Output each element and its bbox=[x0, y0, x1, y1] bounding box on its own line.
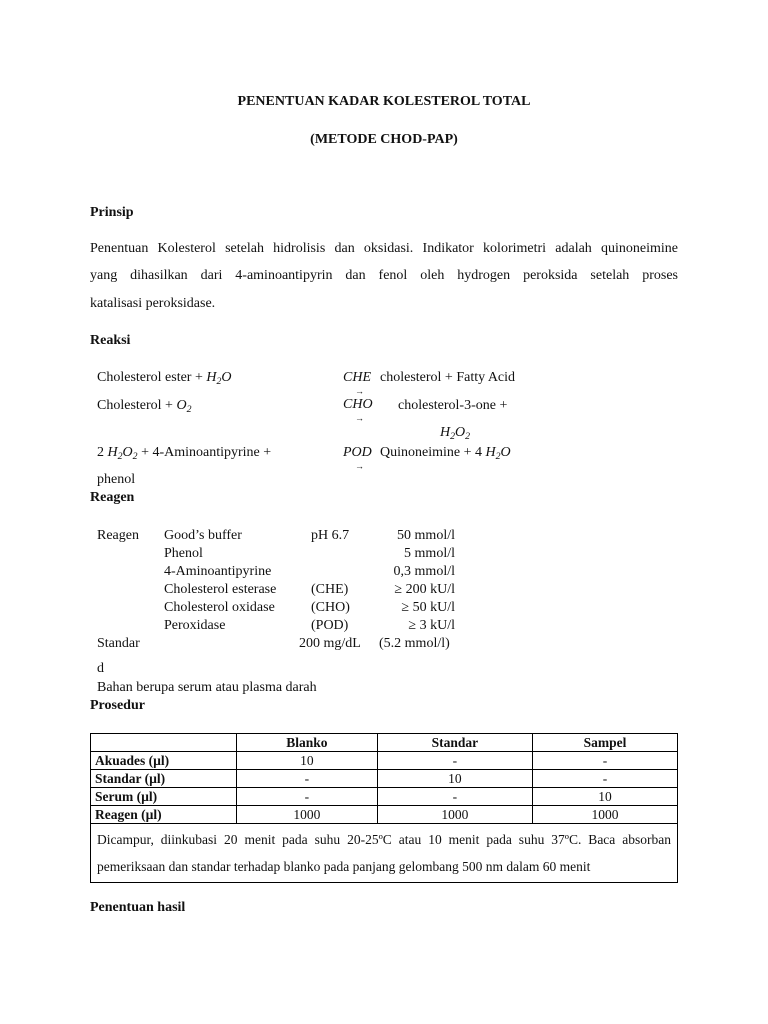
table-header-cell: Standar bbox=[377, 734, 532, 752]
reaction-3-left-cont: phenol bbox=[97, 472, 136, 487]
table-header-cell: Blanko bbox=[237, 734, 378, 752]
reagen-code: (CHE) bbox=[311, 582, 349, 597]
reaction-2-left: Cholesterol + $O_2$ bbox=[97, 398, 192, 415]
reaction-1-right: cholesterol + Fatty Acid bbox=[380, 370, 516, 385]
prinsip-heading: Prinsip bbox=[90, 205, 134, 220]
bahan-text: Bahan berupa serum atau plasma darah bbox=[97, 680, 317, 695]
reagen-name: Peroxidase bbox=[164, 618, 226, 633]
reaction-3-right: Quinoneimine + 4 $H_2O$ bbox=[380, 445, 511, 462]
reagen-code: (POD) bbox=[311, 618, 349, 633]
table-cell: - bbox=[237, 770, 378, 788]
table-header-cell: Sampel bbox=[533, 734, 678, 752]
reagen-heading: Reagen bbox=[90, 490, 135, 505]
standar-tail: d bbox=[97, 661, 104, 676]
prosedur-table bbox=[90, 733, 678, 883]
table-cell: - bbox=[533, 770, 678, 788]
table-row bbox=[91, 770, 678, 788]
reagen-value: 5 mmol/l bbox=[404, 546, 455, 561]
table-row bbox=[91, 752, 678, 770]
reagen-value: ≥ 3 kU/l bbox=[408, 618, 455, 633]
reagen-name: Good’s buffer bbox=[164, 528, 242, 543]
reaction-1-left: Cholesterol ester + $H_2O$ bbox=[97, 370, 232, 387]
table-cell: - bbox=[377, 788, 532, 806]
row-label: Standar (µl) bbox=[91, 770, 237, 788]
reagen-name: 4-Aminoantipyrine bbox=[164, 564, 272, 579]
table-cell: 1000 bbox=[533, 806, 678, 824]
row-label: Serum (µl) bbox=[91, 788, 237, 806]
reagen-value: 50 mmol/l bbox=[397, 528, 455, 543]
page-subtitle: (METODE CHOD-PAP) bbox=[310, 132, 458, 147]
prinsip-line-3: katalisasi peroksidase. bbox=[90, 296, 216, 311]
table-cell: 10 bbox=[377, 770, 532, 788]
standar-value: 200 mg/dL bbox=[299, 636, 361, 651]
table-row bbox=[91, 806, 678, 824]
reagen-code: pH 6.7 bbox=[311, 528, 350, 543]
reagen-value: ≥ 200 kU/l bbox=[394, 582, 455, 597]
reaction-2-right: cholesterol-3-one + bbox=[398, 398, 508, 413]
table-cell: 1000 bbox=[237, 806, 378, 824]
table-cell: 1000 bbox=[377, 806, 532, 824]
page-title: PENENTUAN KADAR KOLESTEROL TOTAL bbox=[237, 94, 531, 109]
reagen-value: ≥ 50 kU/l bbox=[401, 600, 455, 615]
prinsip-line-1: Penentuan Kolesterol setelah hidrolisis dan oksidasi. Indikator kolorimetri adalah quinoneimine bbox=[90, 241, 678, 256]
reaction-3-arrow: → bbox=[355, 461, 364, 471]
table-cell: 10 bbox=[533, 788, 678, 806]
table-header-row bbox=[91, 734, 678, 752]
reaction-1-enzyme: CHE bbox=[343, 370, 371, 385]
row-label: Reagen (µl) bbox=[91, 806, 237, 824]
table-cell: 10 bbox=[237, 752, 378, 770]
standar-label: Standar bbox=[97, 636, 140, 651]
table-cell: - bbox=[533, 752, 678, 770]
reagen-name: Cholesterol oxidase bbox=[164, 600, 275, 615]
reaction-2-enzyme: CHO bbox=[343, 397, 373, 412]
reagen-value: 0,3 mmol/l bbox=[393, 564, 455, 579]
prosedur-heading: Prosedur bbox=[90, 698, 145, 713]
reagen-name: Phenol bbox=[164, 546, 203, 561]
prinsip-line-2: yang dihasilkan dari 4-aminoantipyrin dan fenol oleh hydrogen peroksida setelah proses bbox=[90, 268, 678, 283]
table-cell: - bbox=[237, 788, 378, 806]
table-row bbox=[91, 788, 678, 806]
reagen-label: Reagen bbox=[97, 528, 139, 543]
table-cell: - bbox=[377, 752, 532, 770]
reaksi-heading: Reaksi bbox=[90, 333, 131, 348]
reaction-3-enzyme: POD bbox=[343, 445, 372, 460]
reagen-code: (CHO) bbox=[311, 600, 350, 615]
table-note-row bbox=[91, 824, 678, 883]
penentuan-hasil-heading: Penentuan hasil bbox=[90, 900, 186, 915]
reaction-1-arrow: → bbox=[355, 386, 364, 396]
table-header-cell bbox=[91, 734, 237, 752]
row-label: Akuades (µl) bbox=[91, 752, 237, 770]
standar-mmol: (5.2 mmol/l) bbox=[379, 636, 450, 651]
reaction-2-arrow: → bbox=[355, 413, 364, 423]
reagen-name: Cholesterol esterase bbox=[164, 582, 277, 597]
reaction-3-left: 2 $H_2O_2$ + 4-Aminoantipyrine + bbox=[97, 445, 272, 462]
reaction-2-h2o2: $H_2O_2$ bbox=[440, 425, 471, 442]
procedure-note: Dicampur, diinkubasi 20 menit pada suhu 20-25ºC atau 10 menit pada suhu 37ºC. Baca absorban pemeriksaan dan standar terhadap blanko pada panjang gelombang 500 nm dalam 60 menit bbox=[91, 824, 678, 883]
